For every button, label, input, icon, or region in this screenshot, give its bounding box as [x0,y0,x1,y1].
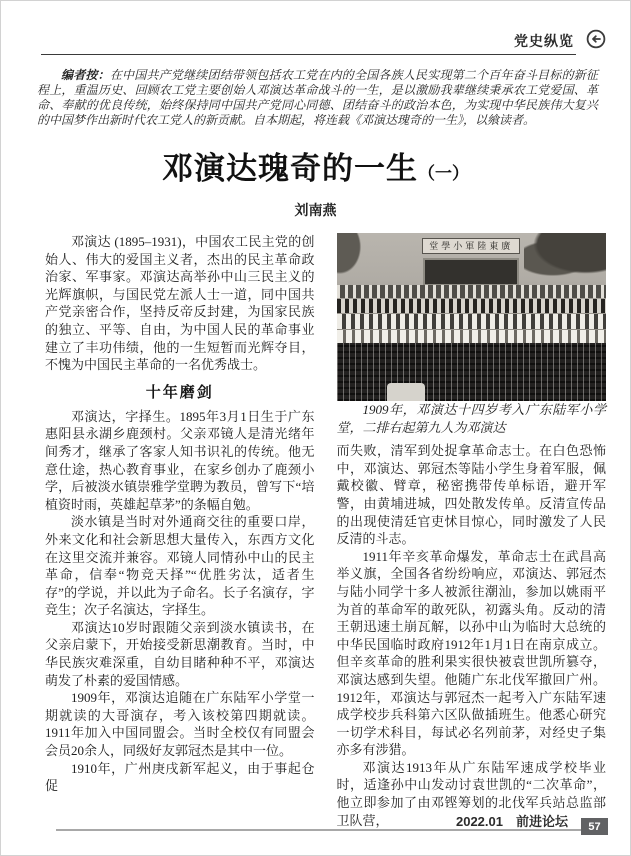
paragraph: 1910年，广州庚戌新军起义，由于事起仓促 [45,760,315,794]
editor-note [37,68,598,128]
article-body [45,233,606,829]
page-footer [1,809,630,839]
group-photo [337,233,607,401]
article-title-main: 邓演达瑰奇的一生 [162,151,418,186]
journal-name: 前进论坛 [515,814,568,829]
section-label: 党史纵览 [514,33,574,49]
cadet-row [337,285,607,298]
paragraph: 淡水镇是当时对外通商交往的重要口岸，外来文化和社会新思想大量传入，东西方文化在这里交流并兼容。邓镜人同情孙中山的民主革命，信奉“物竞天择”“优胜劣汰，适者生存”的学说，并以此为子命名。长子名演存，字竞生；次子名演达，字择生。 [45,514,315,618]
paragraph: 1911年辛亥革命爆发，革命志士在武昌高举义旗，全国各省纷纷响应，邓演达、郭冠杰与陆小同学十多人被派往潮汕，参加以姚雨平为首的革命军的敢死队，初露头角。反动的清王朝迅速土崩瓦解，以孙中山为临时大总统的中华民国临时政府1912年1月1日在南京成立。但辛亥革命的胜利果实很快被袁世凯所篡夺，邓演达感到失望。他随广东北伐军撤回广州。1912年，邓演达与郭冠杰一起考入广东陆军速成学校步兵科第六区队做插班生。他悉心研究一切学术科目，每试必名列前茅，对经史子集亦多有涉猎。 [336,548,606,758]
author-name: 刘南燕 [294,204,337,219]
school-sign: 堂學小軍陸東廣 [422,238,520,254]
tree-foliage-left [337,233,365,279]
historic-photo-figure [337,233,607,436]
paragraph: 邓演达10岁时跟随父亲到淡水镇读书，在父亲启蒙下，开始接受新思潮教育。当时，中华民族灾难深重，自幼目睹种种不平，邓演达萌发了朴素的爱国情感。 [45,619,315,688]
cadet-row [337,299,607,313]
editor-note-text: 在中国共产党继续团结带领包括农工党在内的全国各族人民实现第二个百年奋斗目标的新征程上，重温历史、回顾农工党主要创始人邓演达革命战斗的一生，是以激励我辈继续秉承农工党爱国、革命、奉献的优良传统，始终保持同中国共产党同心同德、团结奋斗的政治本色，为实现中华民族伟大复兴的中国梦作出新时代农工党人的新贡献。自本期起，将连载《邓演达瑰奇的一生》，以飨读者。 [37,68,598,127]
paragraph: 邓演达，字择生。1895年3月1日生于广东惠阳县永湖乡鹿颈村。父亲邓镜人是清光绪年间秀才，继承了客家人知书识礼的传统。他无意仕途，热心教育事业，在家乡创办了鹿颈小学，后被淡水镇崇雅学堂聘为教员，曾写下“培植资时雨，英雄起草茅”的条幅自勉。 [45,408,315,512]
issue-date: 2022.01 [455,814,503,829]
section-heading: 十年磨剑 [145,384,214,401]
paragraph: 而失败，清军到处捉拿革命志士。在白色恐怖中，邓演达、郭冠杰等陆小学生身着军服，佩戴校徽、臂章，秘密携带传单标语，避开军警，由黄埔进城，四处散发传单。反清宣传品的出现使清廷官吏怵目惊心，同时激发了人民反清的斗志。 [336,443,606,547]
name-list-board [337,343,607,401]
paragraph: 1909年，邓演达追随在广东陆军小学堂一期就读的大哥演存，考入该校第四期就读。1911年加入中国同盟会。当时全校仅有同盟会会员20余人，同级好友郭冠杰是其中一位。 [45,690,315,759]
photo-caption: 1909年，邓演达十四岁考入广东陆军小学堂，二排右起第九人为邓演达 [336,402,606,435]
dark-plaque [423,258,519,286]
header-rule [41,54,576,55]
paragraph: 邓演达 (1895–1931)，中国农工民主党的创始人、伟大的爱国主义者，杰出的民主革命政治家、军事家。邓演达高举孙中山三民主义的光辉旗帜，与国民党左派人士一道，同中国共产党亲密合作，坚持反帝反封建，为国家民族的独立、平等、自由，为中国人民的革命事业建立了丰功伟绩，他的一生短暂而光辉夺目，不愧为中国民主革命的一名优秀战士。 [45,234,315,373]
cadet-row-seated [337,330,607,343]
footer-rule [56,829,606,831]
editor-note-label: 编者按： [61,68,110,82]
page-header [1,1,630,55]
right-column [337,233,607,829]
left-column [45,233,315,829]
paragraph: 邓演达1913年从广东陆军速成学校毕业时，适逢孙中山发动讨袁世凯的“二次革命”，他立即参加了由邓铿筹划的北伐军兵站总监部卫队营， [336,759,606,828]
article-title-part-number: （一） [418,164,469,183]
page-number-badge [581,818,608,835]
page-number: 57 [588,820,601,833]
article-title [1,143,630,188]
footer-content [455,814,608,833]
cadet-row [337,314,607,329]
photo-artifact [387,383,425,401]
tree-foliage-right [524,233,606,279]
circled-left-arrow-icon [586,29,606,49]
